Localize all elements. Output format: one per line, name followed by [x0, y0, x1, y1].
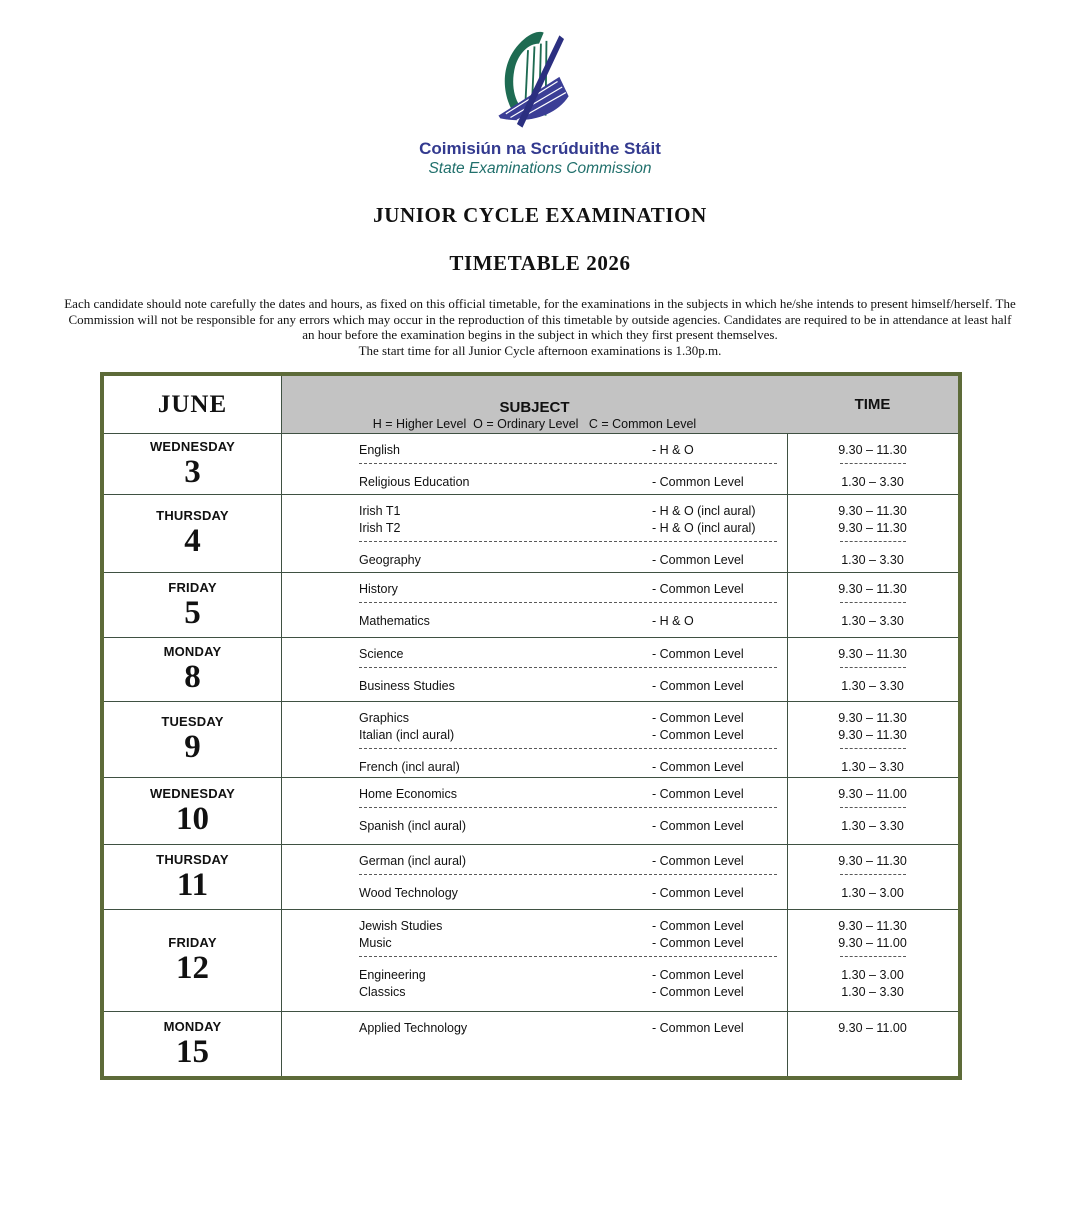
day-cell [104, 1012, 282, 1076]
column-divider [787, 495, 788, 572]
harp-book-logo-icon [480, 26, 600, 137]
subject-level: - Common Level [652, 1021, 744, 1036]
subject-level: - H & O (incl aural) [652, 521, 756, 536]
exam-time: 9.30 – 11.00 [838, 936, 907, 951]
subject-name: Spanish (incl aural) [359, 819, 466, 834]
day-name: MONDAY [163, 1018, 222, 1034]
subject-name: Classics [359, 985, 406, 1000]
month-header-cell [104, 376, 282, 433]
exam-entry [282, 503, 958, 520]
subject-level: - Common Level [652, 819, 744, 834]
day-cell [104, 910, 282, 1011]
timetable-row [104, 573, 958, 638]
subjects-times-cell [282, 778, 958, 844]
subject-header-area [282, 376, 787, 433]
subject-level: - Common Level [652, 919, 744, 934]
subject-level: - Common Level [652, 760, 744, 775]
subject-level: - Common Level [652, 582, 744, 597]
day-name: THURSDAY [156, 851, 229, 867]
level-legend: H = Higher Level O = Ordinary Level C = Common Level [372, 417, 697, 432]
subject-level: - Common Level [652, 968, 744, 983]
exam-time: 9.30 – 11.30 [838, 854, 907, 869]
exam-time: 1.30 – 3.30 [841, 679, 904, 694]
separator-dash-subject [359, 602, 777, 603]
exam-entry [282, 759, 958, 776]
day-name: TUESDAY [161, 714, 224, 730]
exam-entry [282, 967, 958, 984]
day-number: 15 [176, 1033, 209, 1070]
day-number: 11 [176, 866, 209, 903]
subject-name: Wood Technology [359, 886, 458, 901]
separator-dash-subject [359, 807, 777, 808]
timetable-body [104, 434, 958, 1076]
subject-name: Science [359, 647, 404, 662]
day-cell [104, 778, 282, 844]
subjects-times-cell [282, 702, 958, 777]
session-separator [282, 874, 958, 875]
subject-name: Irish T2 [359, 521, 401, 536]
separator-dash-subject [359, 874, 777, 875]
subjects-times-cell [282, 910, 958, 1011]
subject-name: Applied Technology [359, 1021, 468, 1036]
day-name: MONDAY [163, 644, 222, 660]
subject-time-header-cell [282, 376, 958, 433]
separator-dash-subject [359, 956, 777, 957]
subject-name: History [359, 582, 398, 597]
subjects-times-cell [282, 638, 958, 701]
exam-time: 9.30 – 11.30 [838, 504, 907, 519]
column-divider [787, 573, 788, 637]
subject-name: Home Economics [359, 787, 457, 802]
session-separator [282, 541, 958, 542]
day-number: 12 [176, 950, 209, 987]
exam-time: 1.30 – 3.30 [841, 553, 904, 568]
logo-title-english: State Examinations Commission [428, 160, 652, 177]
subject-level: - H & O (incl aural) [652, 504, 756, 519]
column-divider [787, 778, 788, 844]
day-name: WEDNESDAY [149, 785, 236, 801]
column-divider [787, 434, 788, 494]
day-cell [104, 434, 282, 494]
exam-entry [282, 474, 958, 491]
timetable-row [104, 778, 958, 845]
day-number: 9 [184, 729, 201, 766]
time-header-label: TIME [854, 396, 891, 414]
separator-dash-time [840, 541, 906, 542]
exam-time: 9.30 – 11.00 [838, 1021, 907, 1036]
subject-level: - Common Level [652, 985, 744, 1000]
timetable-row [104, 495, 958, 573]
session-separator [282, 667, 958, 668]
column-divider [787, 638, 788, 701]
subject-name: Irish T1 [359, 504, 401, 519]
timetable-row [104, 434, 958, 495]
day-number: 10 [176, 800, 209, 837]
exam-entry [282, 918, 958, 935]
exam-timetable [100, 372, 962, 1080]
timetable-row [104, 910, 958, 1012]
separator-dash-subject [359, 748, 777, 749]
subject-level: - Common Level [652, 886, 744, 901]
exam-entry [282, 710, 958, 727]
exam-time: 9.30 – 11.30 [838, 711, 907, 726]
day-cell [104, 495, 282, 572]
subjects-times-cell [282, 845, 958, 909]
day-number: 5 [184, 594, 201, 631]
subjects-times-cell [282, 573, 958, 637]
separator-dash-time [840, 463, 906, 464]
subject-name: Geography [359, 553, 421, 568]
exam-time: 1.30 – 3.30 [841, 614, 904, 629]
subject-level: - Common Level [652, 553, 744, 568]
day-name: THURSDAY [156, 508, 229, 524]
exam-entry [282, 885, 958, 902]
exam-entry [282, 786, 958, 803]
day-name: FRIDAY [168, 579, 217, 595]
subject-name: Italian (incl aural) [359, 728, 455, 743]
exam-time: 9.30 – 11.30 [838, 443, 907, 458]
day-cell [104, 702, 282, 777]
exam-entry [282, 613, 958, 630]
subject-level: - Common Level [652, 647, 744, 662]
separator-dash-time [840, 667, 906, 668]
exam-time: 1.30 – 3.30 [841, 985, 904, 1000]
exam-entry [282, 818, 958, 835]
document-title: JUNIOR CYCLE EXAMINATION [373, 203, 707, 227]
document-subtitle: TIMETABLE 2026 [449, 251, 631, 275]
timetable-row [104, 702, 958, 778]
sec-logo-block [0, 0, 1080, 178]
separator-dash-time [840, 956, 906, 957]
subject-name: Engineering [359, 968, 426, 983]
separator-dash-subject [359, 667, 777, 668]
subject-level: - H & O [652, 443, 694, 458]
column-divider [787, 702, 788, 777]
exam-time: 1.30 – 3.00 [841, 968, 904, 983]
day-name: WEDNESDAY [149, 438, 236, 454]
day-number: 4 [184, 523, 201, 560]
session-separator [282, 807, 958, 808]
separator-dash-subject [359, 541, 777, 542]
day-cell [104, 845, 282, 909]
exam-time: 1.30 – 3.30 [841, 819, 904, 834]
separator-dash-subject [359, 463, 777, 464]
notice-start-time: The start time for all Junior Cycle afternoon examinations is 1.30p.m. [358, 342, 722, 358]
column-divider [787, 845, 788, 909]
exam-entry [282, 984, 958, 1001]
exam-entry [282, 935, 958, 952]
exam-entry [282, 678, 958, 695]
day-cell [104, 573, 282, 637]
exam-time: 9.30 – 11.30 [838, 647, 907, 662]
column-divider [787, 1012, 788, 1076]
day-number: 8 [184, 659, 201, 696]
subjects-times-cell [282, 495, 958, 572]
subject-level: - Common Level [652, 728, 744, 743]
exam-time: 1.30 – 3.30 [841, 760, 904, 775]
exam-entry [282, 646, 958, 663]
subject-name: Music [359, 936, 392, 951]
subjects-times-cell [282, 434, 958, 494]
separator-dash-time [840, 874, 906, 875]
exam-time: 9.30 – 11.00 [838, 787, 907, 802]
subjects-times-cell [282, 1012, 958, 1076]
exam-time: 9.30 – 11.30 [838, 728, 907, 743]
subject-name: Jewish Studies [359, 919, 443, 934]
subject-header-label: SUBJECT [499, 399, 570, 417]
column-divider [787, 910, 788, 1011]
subject-level: - Common Level [652, 854, 744, 869]
month-label: JUNE [157, 390, 228, 418]
subject-name: English [359, 443, 400, 458]
exam-time: 1.30 – 3.30 [841, 475, 904, 490]
subject-level: - H & O [652, 614, 694, 629]
session-separator [282, 602, 958, 603]
session-separator [282, 956, 958, 957]
notice-text: Each candidate should note carefully the dates and hours, as fixed on this official timetable, for the examinations in the subjects in which he/she intends to present himself/herself. The Commission will not be responsible for any errors which may occur in the reproduction of this timetable by outside agencies. Candidates are required to be in attendance at least half an hour before the examination begins in the subject in which they first present themselves. [64, 296, 1016, 343]
subject-level: - Common Level [652, 711, 744, 726]
subject-name: Business Studies [359, 679, 455, 694]
session-separator [282, 463, 958, 464]
exam-time: 1.30 – 3.00 [841, 886, 904, 901]
day-name: FRIDAY [168, 935, 217, 951]
timetable-row [104, 1012, 958, 1076]
exam-entry [282, 442, 958, 459]
exam-time: 9.30 – 11.30 [838, 919, 907, 934]
exam-entry [282, 853, 958, 870]
separator-dash-time [840, 602, 906, 603]
exam-time: 9.30 – 11.30 [838, 521, 907, 536]
timetable-row [104, 845, 958, 910]
exam-time: 9.30 – 11.30 [838, 582, 907, 597]
subject-name: Religious Education [359, 475, 470, 490]
separator-dash-time [840, 748, 906, 749]
subject-level: - Common Level [652, 475, 744, 490]
subject-level: - Common Level [652, 787, 744, 802]
separator-dash-time [840, 807, 906, 808]
exam-entry [282, 1020, 958, 1037]
exam-entry [282, 581, 958, 598]
subject-name: German (incl aural) [359, 854, 466, 869]
day-number: 3 [184, 453, 201, 490]
subject-level: - Common Level [652, 679, 744, 694]
exam-entry [282, 727, 958, 744]
session-separator [282, 748, 958, 749]
notice-block [62, 296, 1018, 358]
subject-name: Mathematics [359, 614, 430, 629]
subject-name: French (incl aural) [359, 760, 460, 775]
subject-name: Graphics [359, 711, 410, 726]
timetable-row [104, 638, 958, 702]
subject-level: - Common Level [652, 936, 744, 951]
exam-entry [282, 520, 958, 537]
exam-entry [282, 552, 958, 569]
logo-title-irish: Coimisiún na Scrúduithe Stáit [419, 139, 661, 158]
timetable-header-row [104, 376, 958, 434]
day-cell [104, 638, 282, 701]
